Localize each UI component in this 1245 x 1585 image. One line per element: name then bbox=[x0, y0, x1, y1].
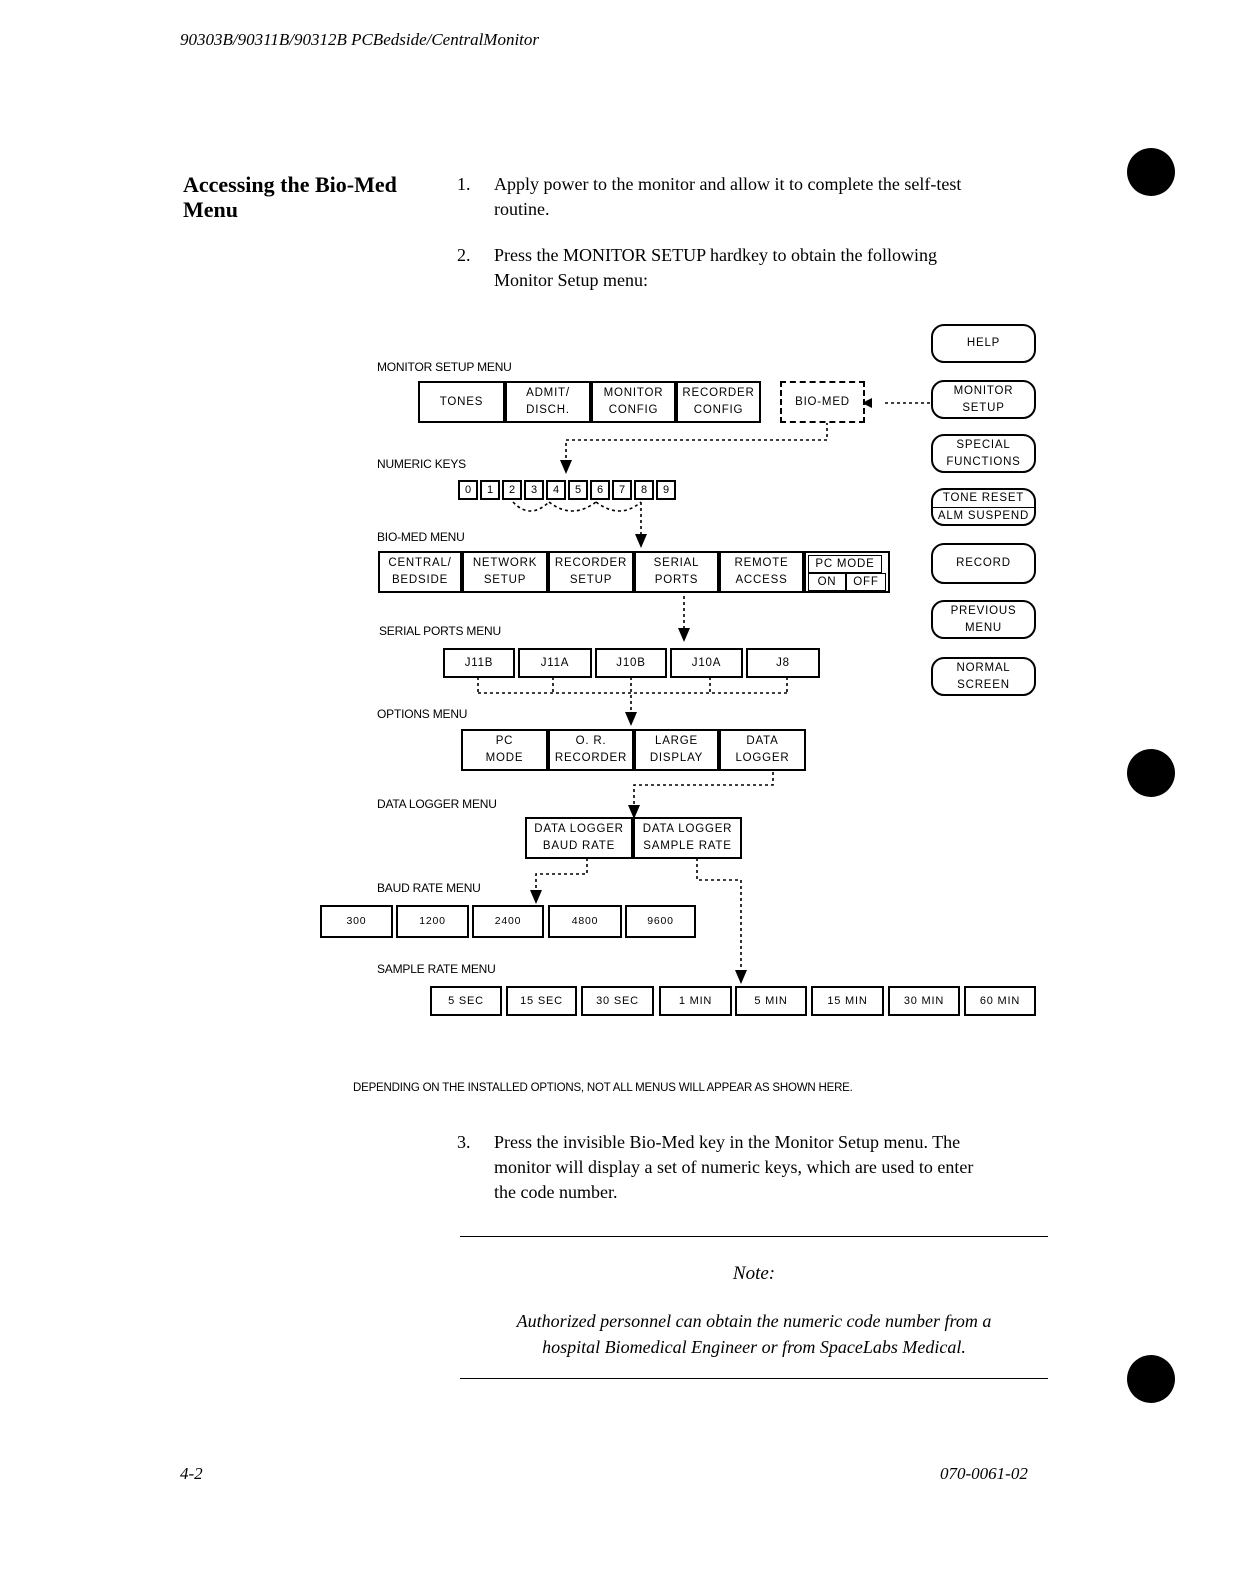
note-body bbox=[460, 1308, 1048, 1360]
monitor-setup-hardkey[interactable]: MONITOR SETUP bbox=[931, 380, 1036, 419]
bio-med-hidden-key[interactable]: BIO-MED bbox=[780, 381, 865, 423]
baud-rate-menu-label: BAUD RATE MENU bbox=[377, 881, 481, 895]
previous-menu-hardkey[interactable]: PREVIOUS MENU bbox=[931, 600, 1036, 639]
serial-ports-key[interactable]: SERIAL PORTS bbox=[634, 551, 719, 593]
serial-port-j8[interactable]: J8 bbox=[746, 648, 820, 678]
baud-rate-9600[interactable]: 9600 bbox=[625, 905, 696, 938]
pc-mode-toggle[interactable] bbox=[804, 551, 890, 593]
serial-port-j11a[interactable]: J11A bbox=[518, 648, 592, 678]
pc-mode-on-button[interactable]: ON bbox=[808, 573, 846, 591]
central-bedside-key[interactable]: CENTRAL/ BEDSIDE bbox=[378, 551, 462, 593]
note-title: Note: bbox=[732, 1263, 776, 1284]
step-3 bbox=[457, 1130, 1057, 1206]
baud-rate-1200[interactable]: 1200 bbox=[396, 905, 469, 938]
numeric-keys-label: NUMERIC KEYS bbox=[377, 457, 466, 471]
serial-port-j10b[interactable]: J10B bbox=[595, 648, 667, 678]
note-bottom-rule bbox=[460, 1378, 1048, 1379]
serial-port-j10a[interactable]: J10A bbox=[670, 648, 743, 678]
document-number: 070-0061-02 bbox=[940, 1464, 1028, 1483]
diagram-caption: DEPENDING ON THE INSTALLED OPTIONS, NOT ALL MENUS WILL APPEAR AS SHOWN HERE. bbox=[353, 1082, 853, 1094]
baud-rate-4800[interactable]: 4800 bbox=[548, 905, 622, 938]
numeric-key-4[interactable]: 4 bbox=[546, 480, 566, 500]
serial-ports-menu-label: SERIAL PORTS MENU bbox=[379, 624, 501, 638]
data-logger-baud-rate-key[interactable]: DATA LOGGER BAUD RATE bbox=[525, 817, 633, 859]
alm-suspend-label: ALM SUSPEND bbox=[937, 510, 1030, 522]
numeric-key-1[interactable]: 1 bbox=[480, 480, 500, 500]
section-title: Accessing the Bio-Med Menu bbox=[183, 172, 397, 222]
record-hardkey[interactable]: RECORD bbox=[931, 543, 1036, 584]
or-recorder-option[interactable]: O. R. RECORDER bbox=[548, 729, 634, 771]
bio-med-menu-label: BIO-MED MENU bbox=[377, 530, 465, 544]
sample-rate-30-min[interactable]: 30 MIN bbox=[888, 986, 960, 1016]
note-line: Authorized personnel can obtain the numeric code number from a bbox=[516, 1311, 992, 1331]
sample-rate-15-sec[interactable]: 15 SEC bbox=[506, 986, 577, 1016]
monitor-setup-menu-label: MONITOR SETUP MENU bbox=[377, 360, 512, 374]
serial-port-j11b[interactable]: J11B bbox=[443, 648, 515, 678]
data-logger-option[interactable]: DATA LOGGER bbox=[719, 729, 806, 771]
network-setup-key[interactable]: NETWORK SETUP bbox=[462, 551, 548, 593]
running-header: 90303B/90311B/90312B PCBedside/CentralMonitor bbox=[180, 30, 540, 49]
page-number: 4-2 bbox=[180, 1464, 203, 1483]
large-display-option[interactable]: LARGE DISPLAY bbox=[634, 729, 719, 771]
step-number: 2. bbox=[457, 245, 471, 265]
sample-rate-1-min[interactable]: 1 MIN bbox=[659, 986, 732, 1016]
remote-access-key[interactable]: REMOTE ACCESS bbox=[719, 551, 804, 593]
tone-reset-alm-suspend-hardkey[interactable] bbox=[931, 488, 1036, 526]
baud-rate-300[interactable]: 300 bbox=[320, 905, 393, 938]
step-text-line: the code number. bbox=[494, 1182, 618, 1202]
step-text-line: Apply power to the monitor and allow it to complete the self-test bbox=[494, 174, 962, 194]
pc-mode-option[interactable]: PC MODE bbox=[461, 729, 548, 771]
numeric-key-3[interactable]: 3 bbox=[524, 480, 544, 500]
step-text-line: Press the invisible Bio-Med key in the Monitor Setup menu. The bbox=[494, 1132, 961, 1152]
numeric-key-9[interactable]: 9 bbox=[656, 480, 676, 500]
data-logger-sample-rate-key[interactable]: DATA LOGGER SAMPLE RATE bbox=[633, 817, 742, 859]
tones-key[interactable]: TONES bbox=[418, 381, 505, 423]
numeric-key-8[interactable]: 8 bbox=[634, 480, 654, 500]
pc-mode-label: PC MODE bbox=[808, 555, 882, 573]
step-number: 3. bbox=[457, 1132, 471, 1152]
sample-rate-60-min[interactable]: 60 MIN bbox=[964, 986, 1036, 1016]
admit-disch-key[interactable]: ADMIT/ DISCH. bbox=[505, 381, 591, 423]
data-logger-menu-label: DATA LOGGER MENU bbox=[377, 797, 497, 811]
sample-rate-5-sec[interactable]: 5 SEC bbox=[430, 986, 502, 1016]
binder-hole bbox=[1127, 1355, 1175, 1403]
monitor-config-key[interactable]: MONITOR CONFIG bbox=[591, 381, 676, 423]
recorder-setup-key[interactable]: RECORDER SETUP bbox=[548, 551, 634, 593]
sample-rate-5-min[interactable]: 5 MIN bbox=[735, 986, 807, 1016]
numeric-key-0[interactable]: 0 bbox=[458, 480, 478, 500]
numeric-key-5[interactable]: 5 bbox=[568, 480, 588, 500]
options-menu-label: OPTIONS MENU bbox=[377, 707, 468, 721]
normal-screen-hardkey[interactable]: NORMAL SCREEN bbox=[931, 657, 1036, 696]
step-text-line: monitor will display a set of numeric keys, which are used to enter bbox=[494, 1157, 974, 1177]
recorder-config-key[interactable]: RECORDER CONFIG bbox=[676, 381, 761, 423]
sample-rate-15-min[interactable]: 15 MIN bbox=[811, 986, 884, 1016]
step-number: 1. bbox=[457, 174, 471, 194]
tone-reset-label: TONE RESET bbox=[933, 490, 1034, 508]
step-text-line: Monitor Setup menu: bbox=[494, 270, 648, 290]
special-functions-hardkey[interactable]: SPECIAL FUNCTIONS bbox=[931, 434, 1036, 473]
step-text-line: routine. bbox=[494, 199, 550, 219]
sample-rate-30-sec[interactable]: 30 SEC bbox=[581, 986, 654, 1016]
help-hardkey[interactable]: HELP bbox=[931, 324, 1036, 363]
note-line: hospital Biomedical Engineer or from SpaceLabs Medical. bbox=[542, 1337, 966, 1357]
numeric-key-2[interactable]: 2 bbox=[502, 480, 522, 500]
numeric-key-7[interactable]: 7 bbox=[612, 480, 632, 500]
step-text-line: Press the MONITOR SETUP hardkey to obtain the following bbox=[494, 245, 937, 265]
note-top-rule bbox=[460, 1236, 1048, 1237]
sample-rate-menu-label: SAMPLE RATE MENU bbox=[377, 962, 496, 976]
baud-rate-2400[interactable]: 2400 bbox=[472, 905, 544, 938]
pc-mode-off-button[interactable]: OFF bbox=[846, 573, 886, 591]
numeric-key-6[interactable]: 6 bbox=[590, 480, 610, 500]
